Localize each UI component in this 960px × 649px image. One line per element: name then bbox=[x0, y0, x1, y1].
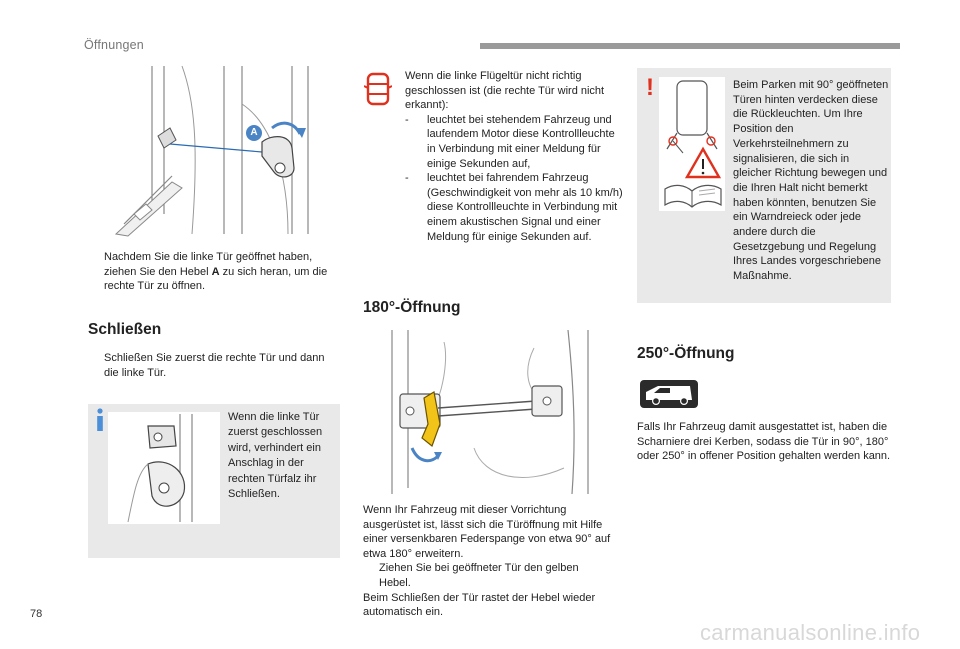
text-180-intro: Wenn Ihr Fahrzeug mit dieser Vorrichtung ausgerüstet ist, lässt sich die Türöffnung mit Hilfe einer versenkbaren Federspange von etwa 90° auf etwa 180° erweitern. bbox=[363, 504, 611, 560]
door-stop-illustration bbox=[108, 412, 220, 524]
callout-a: A bbox=[246, 125, 262, 141]
bullet-glyph bbox=[88, 250, 104, 294]
warning-item: - leuchtet bei fahrendem Fahrzeug (Geschwindigkeit von mehr als 10 km/h) diese Kontrollleuchte in Verbindung mit einem akustischen Signal und einer Meldung für einige Sekunden auf. bbox=[405, 172, 623, 243]
text-180-instruction: Ziehen Sie bei geöffneter Tür den gelben Hebel. bbox=[379, 562, 579, 589]
door-strap-illustration bbox=[374, 328, 606, 496]
closing-instruction: Schließen Sie zuerst die rechte Tür und dann die linke Tür. bbox=[104, 352, 325, 379]
lever-label: A bbox=[211, 265, 220, 278]
open-instruction: Nachdem Sie die linke Tür geöffnet haben, ziehen Sie den Hebel A zu sich heran, um die rechte Tür zu öffnen. bbox=[88, 250, 338, 294]
text-250: Falls Ihr Fahrzeug damit ausgestattet ist, haben die Scharniere drei Kerben, sodass die Tür in 90°, 180° oder 250° in offener Position gehalten werden kann. bbox=[637, 421, 891, 463]
header-bar bbox=[480, 43, 900, 49]
warning-note-text: Beim Parken mit 90° geöffneten Türen hinten verdecken diese die Rückleuchten. Um Ihre Position den Verkehrsteilnehmern zu signalisieren, die sich in gleicher Richtung bewegen und die Ihren Halt nicht bemerkt haben könnten, benutzen Sie ein Warndreieck oder jede andere durch die Gesetzgebung und Regelung Ihres Landes vorgeschriebene Maßnahme. bbox=[733, 79, 889, 283]
door-warning-lamp-icon bbox=[364, 72, 392, 111]
warning-exclamation-icon: ! bbox=[646, 74, 654, 101]
warning-block bbox=[405, 69, 625, 244]
heading-180: 180°-Öffnung bbox=[363, 299, 461, 316]
watermark: carmanualsonline.info bbox=[700, 620, 921, 645]
van-side-icon bbox=[640, 380, 698, 413]
warning-intro: Wenn die linke Flügeltür nicht richtig geschlossen ist (die rechte Tür wird nicht erkannt): bbox=[405, 70, 605, 112]
info-note-text: Wenn die linke Tür zuerst geschlossen wird, verhindert ein Anschlag in der rechten Türfalz ihr Schließen. bbox=[228, 411, 323, 501]
page-number: 78 bbox=[30, 608, 43, 620]
parked-van-illustration bbox=[659, 77, 725, 211]
text-180 bbox=[363, 503, 613, 620]
text-180-closing: Beim Schließen der Tür rastet der Hebel wieder automatisch ein. bbox=[363, 591, 596, 619]
section-title: Öffnungen bbox=[84, 38, 144, 52]
info-icon bbox=[94, 408, 106, 437]
info-note-box bbox=[88, 404, 340, 558]
heading-250: 250°-Öffnung bbox=[637, 345, 735, 362]
closing-heading: Schließen bbox=[88, 321, 162, 338]
warning-note-box bbox=[637, 68, 891, 303]
warning-item: - leuchtet bei stehendem Fahrzeug und laufendem Motor diese Kontrollleuchte in Verbindung mit einer Meldung für einige Sekunden auf, bbox=[405, 113, 615, 170]
lever-illustration bbox=[112, 64, 330, 238]
